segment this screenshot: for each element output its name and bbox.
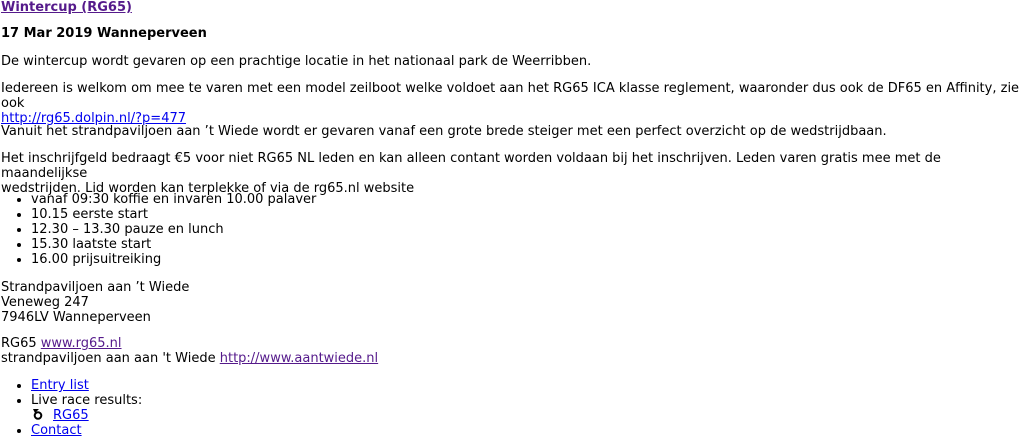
intro-paragraph: De wintercup wordt gevaren op een prachtige locatie in het nationaal park de Weerribben. bbox=[1, 54, 592, 69]
eligibility-paragraph bbox=[1, 81, 1021, 126]
schedule-item: • 16.00 prijsuitreiking bbox=[31, 252, 316, 267]
schedule-item: • 12.30 – 13.30 pauze en lunch bbox=[31, 222, 316, 237]
fee-line-2: wedstrijden. Lid worden kan terplekke of via de rg65.nl website bbox=[1, 181, 415, 196]
event-nav-list bbox=[1, 378, 142, 438]
nav-item-contact bbox=[31, 423, 142, 438]
rg65-site-link[interactable]: www.rg65.nl bbox=[40, 336, 122, 351]
live-results-label: Live race results: bbox=[31, 393, 143, 408]
schedule-list bbox=[1, 192, 316, 267]
venue-paragraph: Vanuit het strandpaviljoen aan ’t Wiede wordt er gevaren vanaf een grote brede steiger met een perfect overzicht op de wedstrijdbaan. bbox=[1, 124, 887, 139]
event-date-location: 17 Mar 2019 Wanneperveen bbox=[1, 26, 207, 41]
eligibility-text: Iedereen is welkom om mee te varen met een model zeilboot welke voldoet aan het RG65 ICA klasse reglement, waaronder dus ook de DF65 en Affinity, zie ook bbox=[1, 81, 1020, 111]
external-links bbox=[1, 336, 378, 366]
live-rg65-link[interactable]: RG65 bbox=[53, 408, 89, 423]
fee-line-1: Het inschrijfgeld bedraagt €5 voor niet RG65 NL leden en kan alleen contant worden voldaan bij het inschrijven. Leden varen gratis mee met de maandelijkse bbox=[1, 151, 941, 181]
rg65-prefix: RG65 bbox=[1, 336, 37, 351]
address-city: 7946LV Wanneperveen bbox=[1, 310, 151, 325]
rules-link[interactable]: http://rg65.dolpin.nl/?p=477 bbox=[1, 111, 187, 126]
schedule-item: • 15.30 laatste start bbox=[31, 237, 316, 252]
wiede-site-link[interactable]: http://www.aantwiede.nl bbox=[219, 351, 379, 366]
venue-address bbox=[1, 280, 189, 325]
event-title-link[interactable]: Wintercup (RG65) bbox=[1, 0, 132, 15]
contact-link[interactable]: Contact bbox=[31, 423, 82, 438]
nav-item-live-results bbox=[31, 393, 142, 423]
entry-list-link[interactable]: Entry list bbox=[31, 378, 89, 393]
schedule-item: • vanaf 09:30 koffie en invaren 10.00 palaver bbox=[31, 192, 316, 207]
live-results-sub bbox=[31, 408, 142, 423]
sailboat-icon bbox=[31, 408, 45, 420]
fee-paragraph bbox=[1, 151, 1021, 196]
schedule-item: • 10.15 eerste start bbox=[31, 207, 316, 222]
address-name: Strandpaviljoen aan ’t Wiede bbox=[1, 280, 190, 295]
wiede-prefix: strandpaviljoen aan aan 't Wiede bbox=[1, 351, 216, 366]
address-street: Veneweg 247 bbox=[1, 295, 89, 310]
nav-item-entry-list bbox=[31, 378, 142, 393]
